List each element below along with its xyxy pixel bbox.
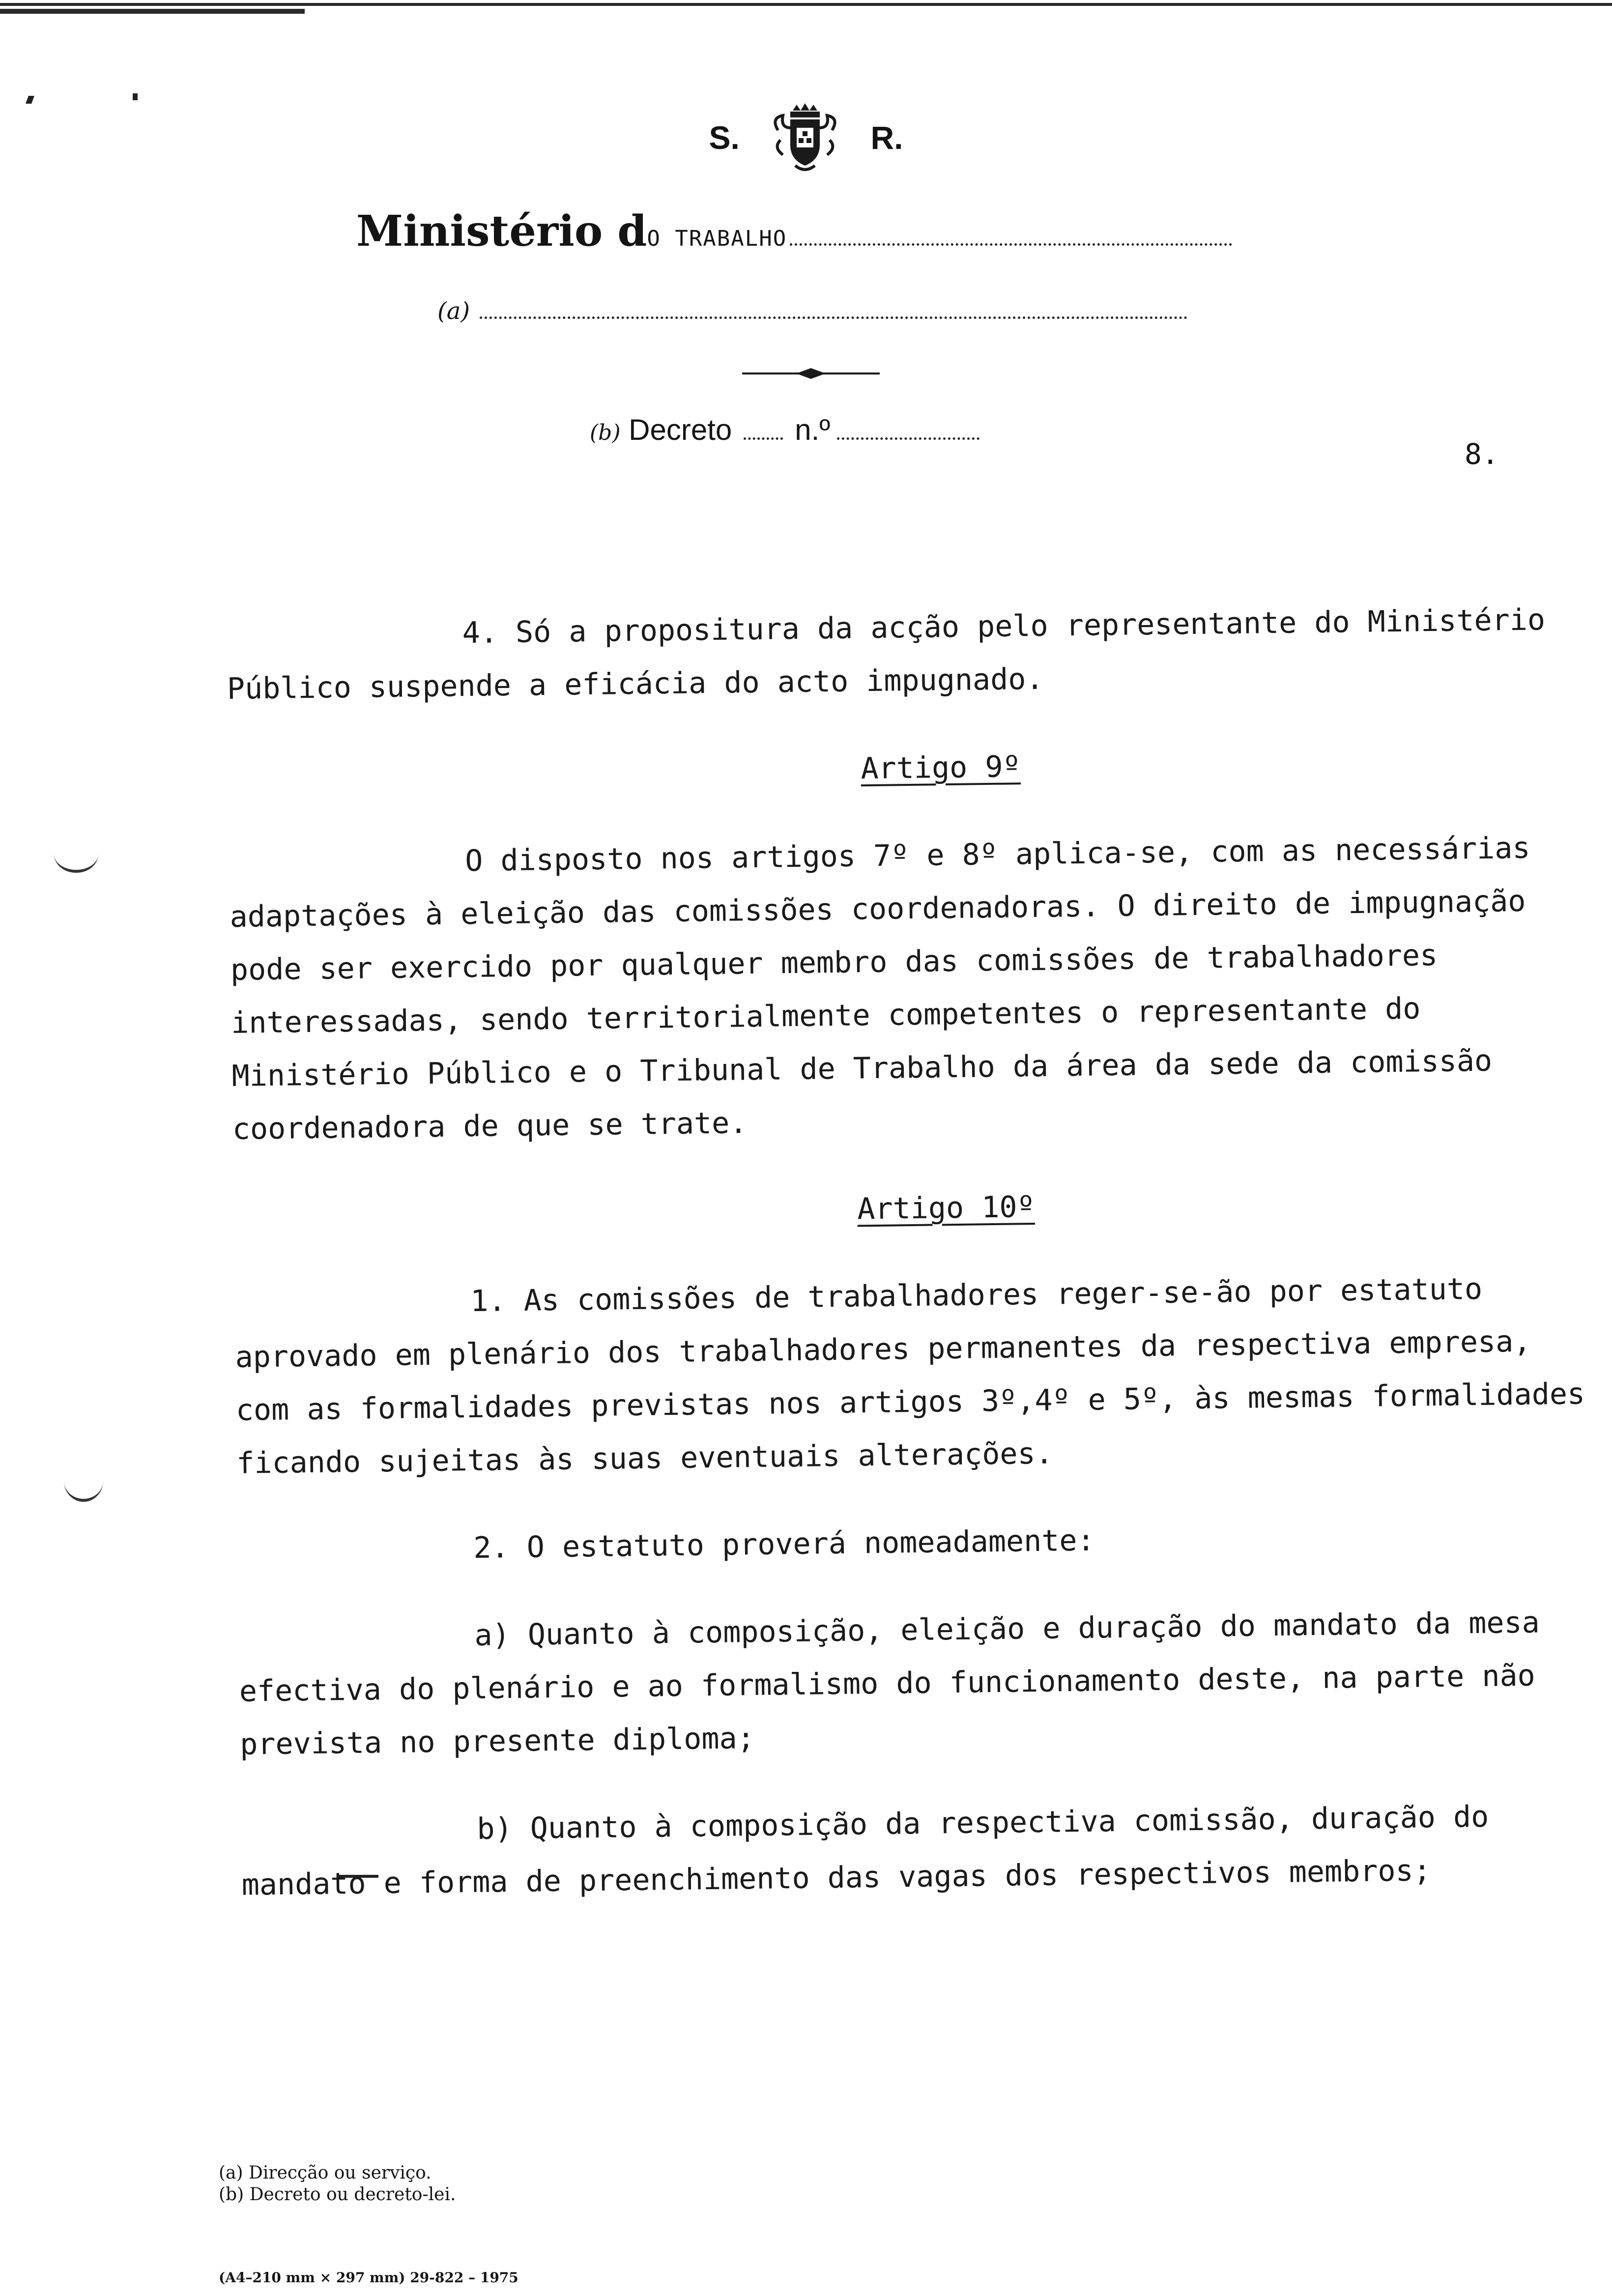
article-10-item-b: b) Quanto à composição da respectiva comissão, duração do mandato e forma de preenchimento das vagas dos respectivos membros; xyxy=(241,1799,1507,1902)
scan-mark xyxy=(133,93,138,100)
top-border-rule xyxy=(0,0,1612,7)
article-9-text: O disposto nos artigos 7º e 8º aplica-se, com as necessárias adaptações à eleição das comissões coordenadoras. O direito de impugnação pode ser exercido por qualquer membro das comissões de trabalhadores interessadas, sendo territorialmente competentes o representante do Ministério Público e o Tribunal de Trabalho da área da sede da comissão coordenadora de que se trate. xyxy=(230,831,1549,1147)
decree-dotted-leader xyxy=(744,437,783,440)
scan-mark xyxy=(54,835,98,873)
page-number: 8. xyxy=(1465,437,1499,471)
footnote-b: (b) Decreto ou decreto-lei. xyxy=(219,2184,456,2205)
document-body xyxy=(226,593,1603,1912)
footnote-a: (a) Direcção ou serviço. xyxy=(219,2163,432,2183)
decree-number-label: n.º xyxy=(795,413,831,446)
header-letter-s: S. xyxy=(709,119,740,156)
article-10-item-a: a) Quanto à composição, eleição e duração do mandato da mesa efectiva do plenário e ao formalismo do funcionamento deste, na parte não prevista no presente diploma; xyxy=(239,1605,1558,1762)
print-code: (A4–210 mm × 297 mm) 29-822 – 1975 xyxy=(219,2269,518,2286)
paragraph-4: 4. Só a propositura da acção pelo representante do Ministério Público suspende a eficácia do acto impugnado. xyxy=(227,602,1563,706)
article-10-paragraph-2: 2. O estatuto proverá nomeadamente: xyxy=(473,1523,1095,1565)
article-10-paragraph-1: 1. As comissões de trabalhadores reger-se-ão por estatuto aprovado em plenário dos trabalhadores permanentes da respectiva empresa, com as formalidades previstas nos artigos 3º,4º e 5º, às mesmas formalidades ficando sujeitas às suas eventuais alterações. xyxy=(235,1271,1603,1481)
header-emblem-line xyxy=(0,101,1612,174)
header-letter-r: R. xyxy=(870,119,903,156)
article-9-heading: Artigo 9º xyxy=(861,749,1021,786)
decree-number-dotted-leader xyxy=(837,437,979,440)
decree-line xyxy=(590,413,1081,447)
direction-field xyxy=(437,297,1194,332)
article-10-heading: Artigo 10º xyxy=(857,1189,1036,1227)
scan-mark xyxy=(64,1460,103,1502)
footnotes xyxy=(219,2162,661,2206)
direction-dotted-leader xyxy=(480,316,1187,319)
ornamental-divider xyxy=(742,366,880,381)
ministry-dotted-leader xyxy=(790,243,1232,246)
top-border-mark xyxy=(0,9,305,14)
ministry-name-typed: O TRABALHO xyxy=(647,226,787,251)
ministry-title xyxy=(356,206,1290,260)
direction-field-label: (a) xyxy=(437,297,470,325)
ministry-prefix: Ministério d xyxy=(356,206,647,256)
decree-label: Decreto xyxy=(629,413,732,446)
coat-of-arms-icon xyxy=(768,101,842,174)
decree-mark: (b) xyxy=(590,420,621,445)
